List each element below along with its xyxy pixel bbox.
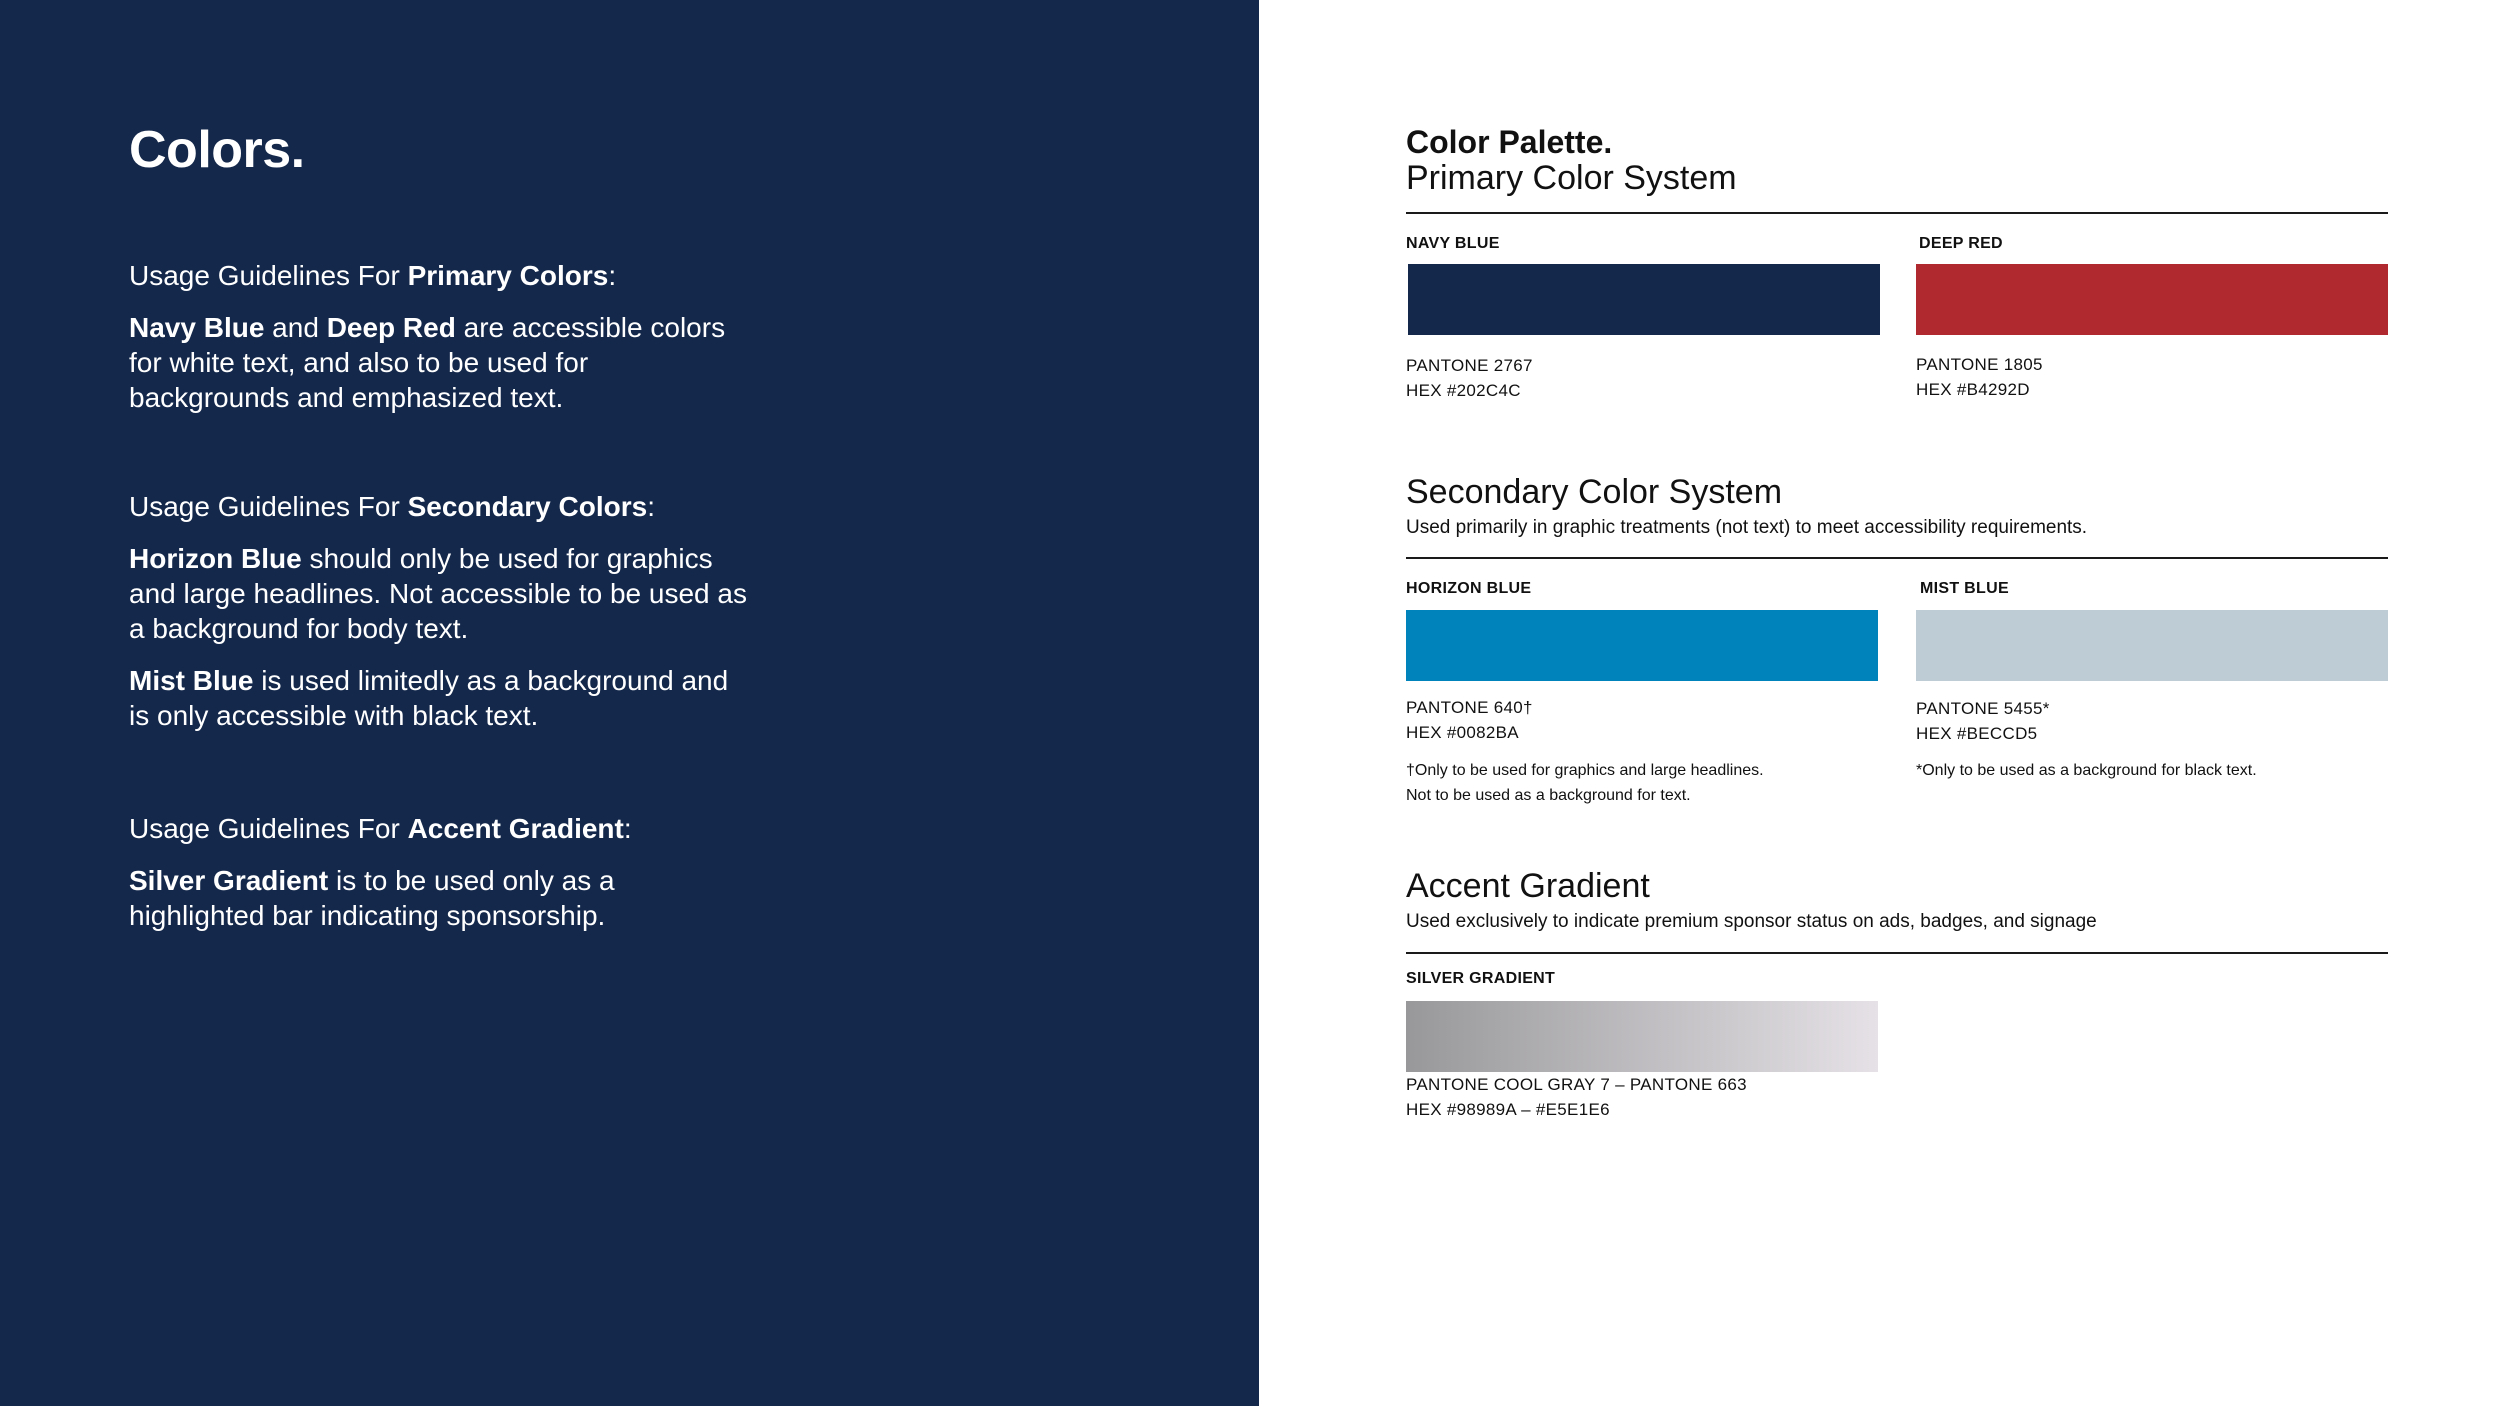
accent-guidelines-heading: Usage Guidelines For Accent Gradient: <box>129 813 632 844</box>
palette-title: Color Palette. <box>1406 124 1613 160</box>
silver-gradient-swatch <box>1406 1001 1878 1072</box>
secondary-usage-guidelines <box>129 489 769 750</box>
horizon-blue-guideline: Horizon Blue should only be used for graphics and large headlines. Not accessible to be used as a background for body text. <box>129 543 747 644</box>
navy-blue-hex: HEX #202C4C <box>1406 381 1521 400</box>
deep-red-pantone: PANTONE 1805 <box>1916 355 2043 374</box>
mist-blue-label: MIST BLUE <box>1920 580 2009 597</box>
horizon-blue-pantone: PANTONE 640† <box>1406 698 1533 717</box>
horizon-blue-footnote-line-1: †Only to be used for graphics and large headlines. <box>1406 762 1764 779</box>
accent-gradient-subtitle: Used exclusively to indicate premium sponsor status on ads, badges, and signage <box>1406 911 2097 932</box>
secondary-guidelines-heading: Usage Guidelines For Secondary Colors: <box>129 491 655 522</box>
mist-blue-pantone: PANTONE 5455* <box>1916 699 2050 718</box>
mist-blue-specs <box>1916 696 2050 746</box>
mist-blue-guideline: Mist Blue is used limitedly as a background and is only accessible with black text. <box>129 665 729 731</box>
primary-usage-guidelines <box>129 258 769 432</box>
navy-blue-pantone: PANTONE 2767 <box>1406 356 1533 375</box>
silver-gradient-specs <box>1406 1072 1747 1122</box>
primary-guidelines-heading: Usage Guidelines For Primary Colors: <box>129 260 617 291</box>
horizon-blue-footnote-line-2: Not to be used as a background for text. <box>1406 787 1691 804</box>
deep-red-swatch <box>1916 264 2388 335</box>
deep-red-hex: HEX #B4292D <box>1916 380 2030 399</box>
primary-system-title: Primary Color System <box>1406 159 1737 197</box>
primary-guidelines-text: Navy Blue and Deep Red are accessible colors for white text, and also to be used for backgrounds and emphasized text. <box>129 312 726 413</box>
secondary-system-title: Secondary Color System <box>1406 473 1783 511</box>
secondary-divider <box>1406 557 2388 559</box>
horizon-blue-footnote <box>1406 758 1764 808</box>
accent-gradient-title: Accent Gradient <box>1406 867 1650 905</box>
silver-gradient-label: SILVER GRADIENT <box>1406 970 1556 987</box>
navy-blue-specs <box>1406 353 1533 403</box>
silver-gradient-pantone: PANTONE COOL GRAY 7 – PANTONE 663 <box>1406 1075 1747 1094</box>
horizon-blue-specs <box>1406 695 1533 745</box>
mist-blue-hex: HEX #BECCD5 <box>1916 724 2038 743</box>
silver-gradient-hex: HEX #98989A – #E5E1E6 <box>1406 1100 1610 1119</box>
horizon-blue-hex: HEX #0082BA <box>1406 723 1519 742</box>
mist-blue-footnote-line-1: *Only to be used as a background for black text. <box>1916 762 2257 779</box>
primary-divider <box>1406 212 2388 214</box>
deep-red-specs <box>1916 352 2043 402</box>
mist-blue-footnote <box>1916 758 2257 783</box>
deep-red-label: DEEP RED <box>1919 235 2003 252</box>
navy-blue-label: NAVY BLUE <box>1406 235 1500 252</box>
mist-blue-swatch <box>1916 610 2388 681</box>
page-title: Colors. <box>129 121 305 179</box>
navy-blue-swatch <box>1408 264 1880 335</box>
horizon-blue-swatch <box>1406 610 1878 681</box>
accent-usage-guidelines <box>129 811 769 950</box>
horizon-blue-label: HORIZON BLUE <box>1406 580 1532 597</box>
accent-divider <box>1406 952 2388 954</box>
silver-gradient-guideline: Silver Gradient is to be used only as a highlighted bar indicating sponsorship. <box>129 865 615 931</box>
secondary-system-subtitle: Used primarily in graphic treatments (not text) to meet accessibility requirements. <box>1406 517 2088 538</box>
